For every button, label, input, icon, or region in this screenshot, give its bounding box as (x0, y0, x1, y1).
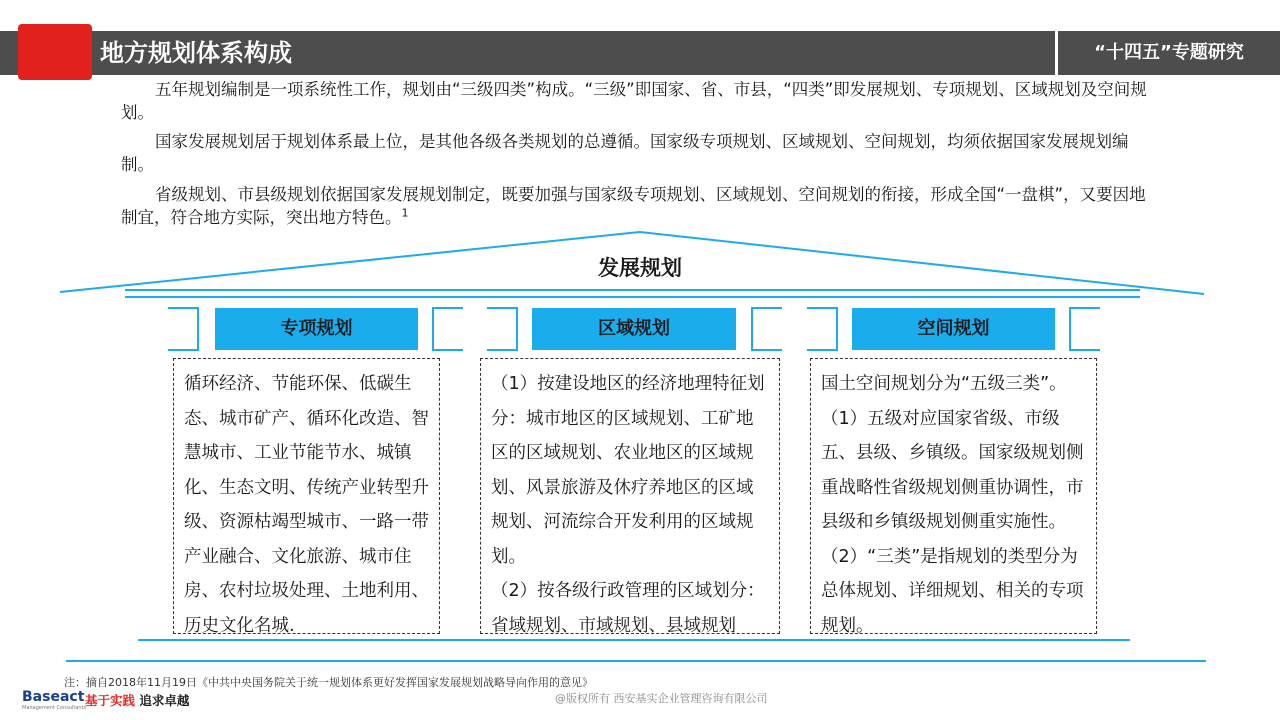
footnote-marker: 1 (401, 206, 409, 220)
intro-paragraph-1: 五年规划编制是一项系统性工作，规划由“三级四类”构成。“三级”即国家、省、市县，“四类”即发展规划、专项规划、区域规划及空间规划。 (121, 80, 1147, 122)
company-logo-subtitle: Management Consultants (22, 705, 87, 711)
category-spatial: 空间规划 (852, 308, 1055, 350)
slogan-red: 基于实践 (85, 693, 136, 708)
category-special: 专项规划 (215, 308, 418, 350)
roof-title: 发展规划 (598, 256, 682, 280)
regional-plan-text-1: （1）按建设地区的经济地理特征划分：城市地区的区域规划、工矿地区的区域规划、农业地区的区域规划、风景旅游及休疗养地区的区域规划、河流综合开发利用的区域规划。 (491, 374, 765, 567)
special-plan-text: 循环经济、节能环保、低碳生态、城市矿产、循环化改造、智慧城市、工业节能节水、城镇化、生态文明、传统产业转型升级、资源枯竭型城市、一路一带产业融合、文化旅游、城市住房、农村垃圾处理、土地利用、历史文化名城. (184, 374, 429, 634)
slogan (85, 691, 189, 709)
col3-right-bracket (1070, 308, 1100, 350)
col3-left-bracket (807, 308, 837, 350)
special-plan-box (173, 358, 440, 634)
page-title: 地方规划体系构成 (100, 39, 292, 67)
col1-left-bracket (168, 308, 198, 350)
spatial-plan-text-1: 国土空间规划分为“五级三类”。 (821, 374, 1067, 394)
intro-paragraph-3-text: 省级规划、市县级规划依据国家发展规划制定，既要加强与国家级专项规划、区域规划、空间规划的衔接，形成全国“一盘棋”，又要因地制宜，符合地方实际，突出地方特色。 (121, 185, 1146, 227)
company-logo: Baseact (22, 689, 85, 705)
spatial-plan-box (810, 358, 1097, 634)
col1-right-bracket (433, 308, 463, 350)
regional-plan-text-2: （2）按各级行政管理的区域划分：省域规划、市域规划、县域规划 (491, 581, 765, 634)
copyright: @版权所有 西安基实企业管理咨询有限公司 (555, 692, 768, 705)
topic-tag: “十四五”专题研究 (1055, 31, 1280, 75)
slogan-rest: 追求卓越 (135, 693, 190, 708)
regional-plan-box (480, 358, 780, 634)
footnote: 注：摘自2018年11月19日《中共中央国务院关于统一规划体系更好发挥国家发展规划战略导向作用的意见》 (64, 676, 593, 689)
spatial-plan-text-3: （2）“三类”是指规划的类型分为总体规划、详细规划、相关的专项规划。 (821, 546, 1084, 634)
col2-left-bracket (487, 308, 517, 350)
category-regional: 区域规划 (532, 308, 736, 350)
spatial-plan-text-2: （1）五级对应国家省级、市级五、县级、乡镇级。国家级规划侧重战略性省级规划侧重协调性，市县级和乡镇级规划侧重实施性。 (821, 408, 1084, 532)
intro-paragraph-2: 国家发展规划居于规划体系最上位，是其他各级各类规划的总遵循。国家级专项规划、区域规划、空间规划，均须依据国家发展规划编制。 (121, 132, 1129, 174)
col2-right-bracket (752, 308, 782, 350)
